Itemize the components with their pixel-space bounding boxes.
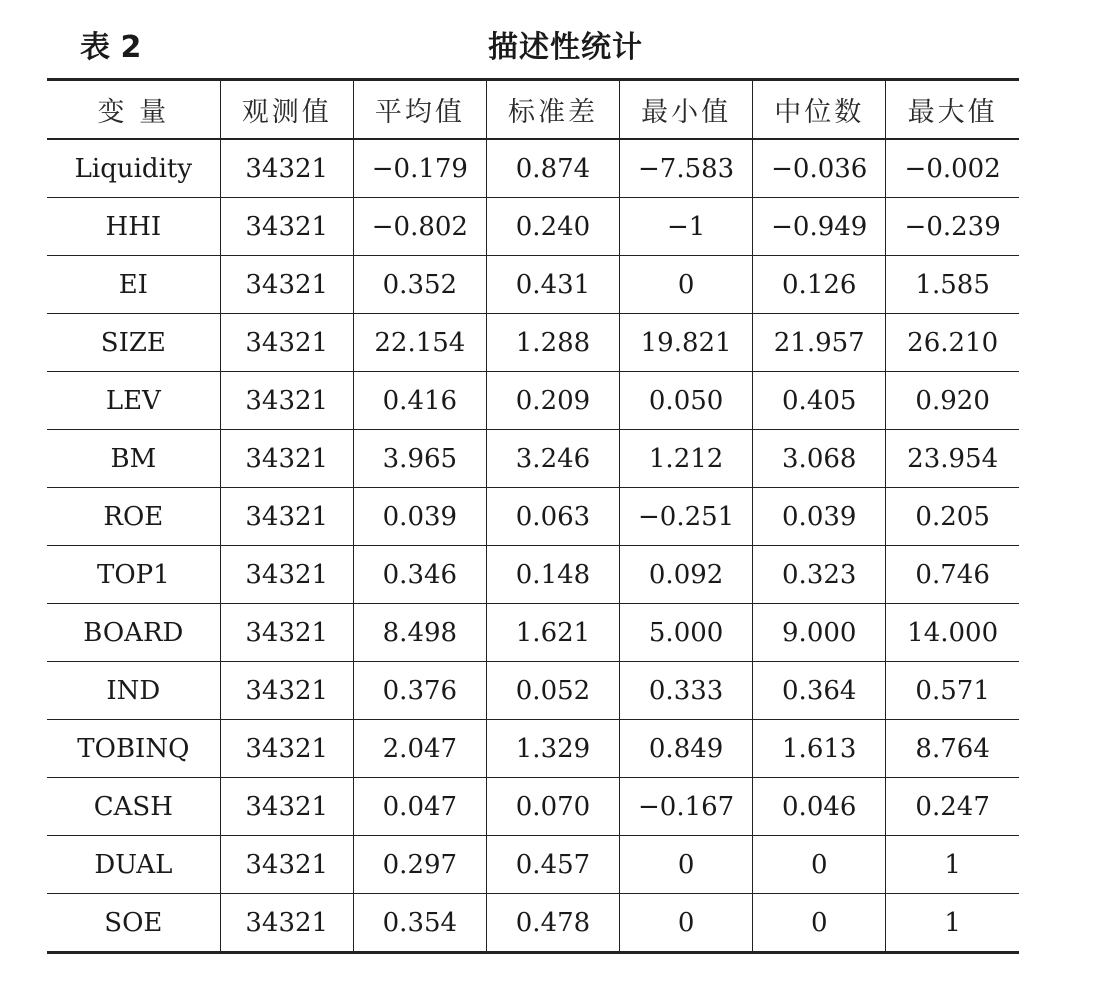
cell-min: 0 (620, 836, 753, 894)
table-row (47, 314, 1019, 372)
cell-median: 1.613 (753, 720, 886, 778)
cell-mean: 2.047 (353, 720, 486, 778)
cell-median: 21.957 (753, 314, 886, 372)
cell-min: 19.821 (620, 314, 753, 372)
cell-variable: SOE (47, 894, 220, 953)
cell-variable: BM (47, 430, 220, 488)
cell-std-dev: 0.240 (486, 198, 619, 256)
cell-mean: −0.179 (353, 139, 486, 198)
cell-std-dev: 0.431 (486, 256, 619, 314)
table-row (47, 139, 1019, 198)
cell-observations: 34321 (220, 778, 353, 836)
cell-variable: BOARD (47, 604, 220, 662)
cell-max: 8.764 (886, 720, 1019, 778)
cell-max: 1 (886, 894, 1019, 953)
cell-mean: 0.047 (353, 778, 486, 836)
cell-median: 0.126 (753, 256, 886, 314)
cell-observations: 34321 (220, 256, 353, 314)
table-row (47, 720, 1019, 778)
cell-std-dev: 0.148 (486, 546, 619, 604)
cell-max: −0.002 (886, 139, 1019, 198)
cell-variable: SIZE (47, 314, 220, 372)
cell-observations: 34321 (220, 894, 353, 953)
cell-median: 0.405 (753, 372, 886, 430)
cell-variable: TOBINQ (47, 720, 220, 778)
cell-median: 0 (753, 894, 886, 953)
cell-max: 0.746 (886, 546, 1019, 604)
cell-variable: TOP1 (47, 546, 220, 604)
cell-median: 0 (753, 836, 886, 894)
descriptive-statistics-table (47, 78, 1019, 954)
cell-min: −1 (620, 198, 753, 256)
table-row (47, 198, 1019, 256)
cell-observations: 34321 (220, 604, 353, 662)
header-median: 中位数 (753, 80, 886, 140)
cell-std-dev: 0.063 (486, 488, 619, 546)
cell-median: −0.949 (753, 198, 886, 256)
cell-max: 0.205 (886, 488, 1019, 546)
cell-observations: 34321 (220, 488, 353, 546)
cell-median: −0.036 (753, 139, 886, 198)
cell-mean: 0.354 (353, 894, 486, 953)
cell-std-dev: 0.457 (486, 836, 619, 894)
cell-variable: ROE (47, 488, 220, 546)
cell-min: 0.050 (620, 372, 753, 430)
cell-mean: −0.802 (353, 198, 486, 256)
cell-max: −0.239 (886, 198, 1019, 256)
header-std-dev: 标准差 (486, 80, 619, 140)
cell-observations: 34321 (220, 314, 353, 372)
cell-min: 5.000 (620, 604, 753, 662)
cell-observations: 34321 (220, 662, 353, 720)
cell-variable: IND (47, 662, 220, 720)
cell-observations: 34321 (220, 372, 353, 430)
cell-variable: CASH (47, 778, 220, 836)
table-row (47, 604, 1019, 662)
table-row (47, 256, 1019, 314)
table-number: 表 2 (80, 30, 142, 65)
cell-variable: DUAL (47, 836, 220, 894)
table-row (47, 430, 1019, 488)
cell-observations: 34321 (220, 139, 353, 198)
table-row (47, 662, 1019, 720)
cell-observations: 34321 (220, 836, 353, 894)
cell-max: 0.571 (886, 662, 1019, 720)
cell-median: 3.068 (753, 430, 886, 488)
table-row (47, 372, 1019, 430)
cell-std-dev: 0.209 (486, 372, 619, 430)
cell-mean: 22.154 (353, 314, 486, 372)
cell-observations: 34321 (220, 198, 353, 256)
cell-std-dev: 0.874 (486, 139, 619, 198)
table-row (47, 488, 1019, 546)
table-row (47, 546, 1019, 604)
header-max: 最大值 (886, 80, 1019, 140)
cell-min: −0.167 (620, 778, 753, 836)
table-caption (0, 14, 1101, 70)
cell-mean: 0.376 (353, 662, 486, 720)
cell-min: −7.583 (620, 139, 753, 198)
table-row (47, 836, 1019, 894)
cell-std-dev: 1.288 (486, 314, 619, 372)
header-row (47, 80, 1019, 140)
cell-std-dev: 3.246 (486, 430, 619, 488)
cell-mean: 0.297 (353, 836, 486, 894)
table-row (47, 778, 1019, 836)
header-min: 最小值 (620, 80, 753, 140)
cell-min: 0 (620, 256, 753, 314)
cell-variable: EI (47, 256, 220, 314)
cell-mean: 0.346 (353, 546, 486, 604)
cell-variable: HHI (47, 198, 220, 256)
cell-min: 0.849 (620, 720, 753, 778)
cell-min: 0 (620, 894, 753, 953)
cell-variable: LEV (47, 372, 220, 430)
cell-max: 23.954 (886, 430, 1019, 488)
cell-mean: 0.352 (353, 256, 486, 314)
cell-std-dev: 0.052 (486, 662, 619, 720)
cell-observations: 34321 (220, 720, 353, 778)
table-row (47, 894, 1019, 953)
cell-min: 1.212 (620, 430, 753, 488)
cell-min: 0.333 (620, 662, 753, 720)
cell-median: 9.000 (753, 604, 886, 662)
cell-max: 26.210 (886, 314, 1019, 372)
cell-std-dev: 0.070 (486, 778, 619, 836)
cell-max: 0.247 (886, 778, 1019, 836)
cell-median: 0.039 (753, 488, 886, 546)
cell-mean: 0.039 (353, 488, 486, 546)
table-title: 描述性统计 (488, 30, 643, 65)
cell-max: 0.920 (886, 372, 1019, 430)
cell-mean: 3.965 (353, 430, 486, 488)
cell-min: 0.092 (620, 546, 753, 604)
cell-std-dev: 1.329 (486, 720, 619, 778)
cell-max: 1 (886, 836, 1019, 894)
cell-median: 0.323 (753, 546, 886, 604)
header-mean: 平均值 (353, 80, 486, 140)
cell-std-dev: 1.621 (486, 604, 619, 662)
cell-observations: 34321 (220, 430, 353, 488)
cell-median: 0.364 (753, 662, 886, 720)
cell-min: −0.251 (620, 488, 753, 546)
header-observations: 观测值 (220, 80, 353, 140)
cell-max: 14.000 (886, 604, 1019, 662)
cell-variable: Liquidity (47, 139, 220, 198)
header-variable: 变 量 (47, 80, 220, 140)
cell-max: 1.585 (886, 256, 1019, 314)
cell-observations: 34321 (220, 546, 353, 604)
cell-std-dev: 0.478 (486, 894, 619, 953)
cell-mean: 0.416 (353, 372, 486, 430)
cell-median: 0.046 (753, 778, 886, 836)
cell-mean: 8.498 (353, 604, 486, 662)
